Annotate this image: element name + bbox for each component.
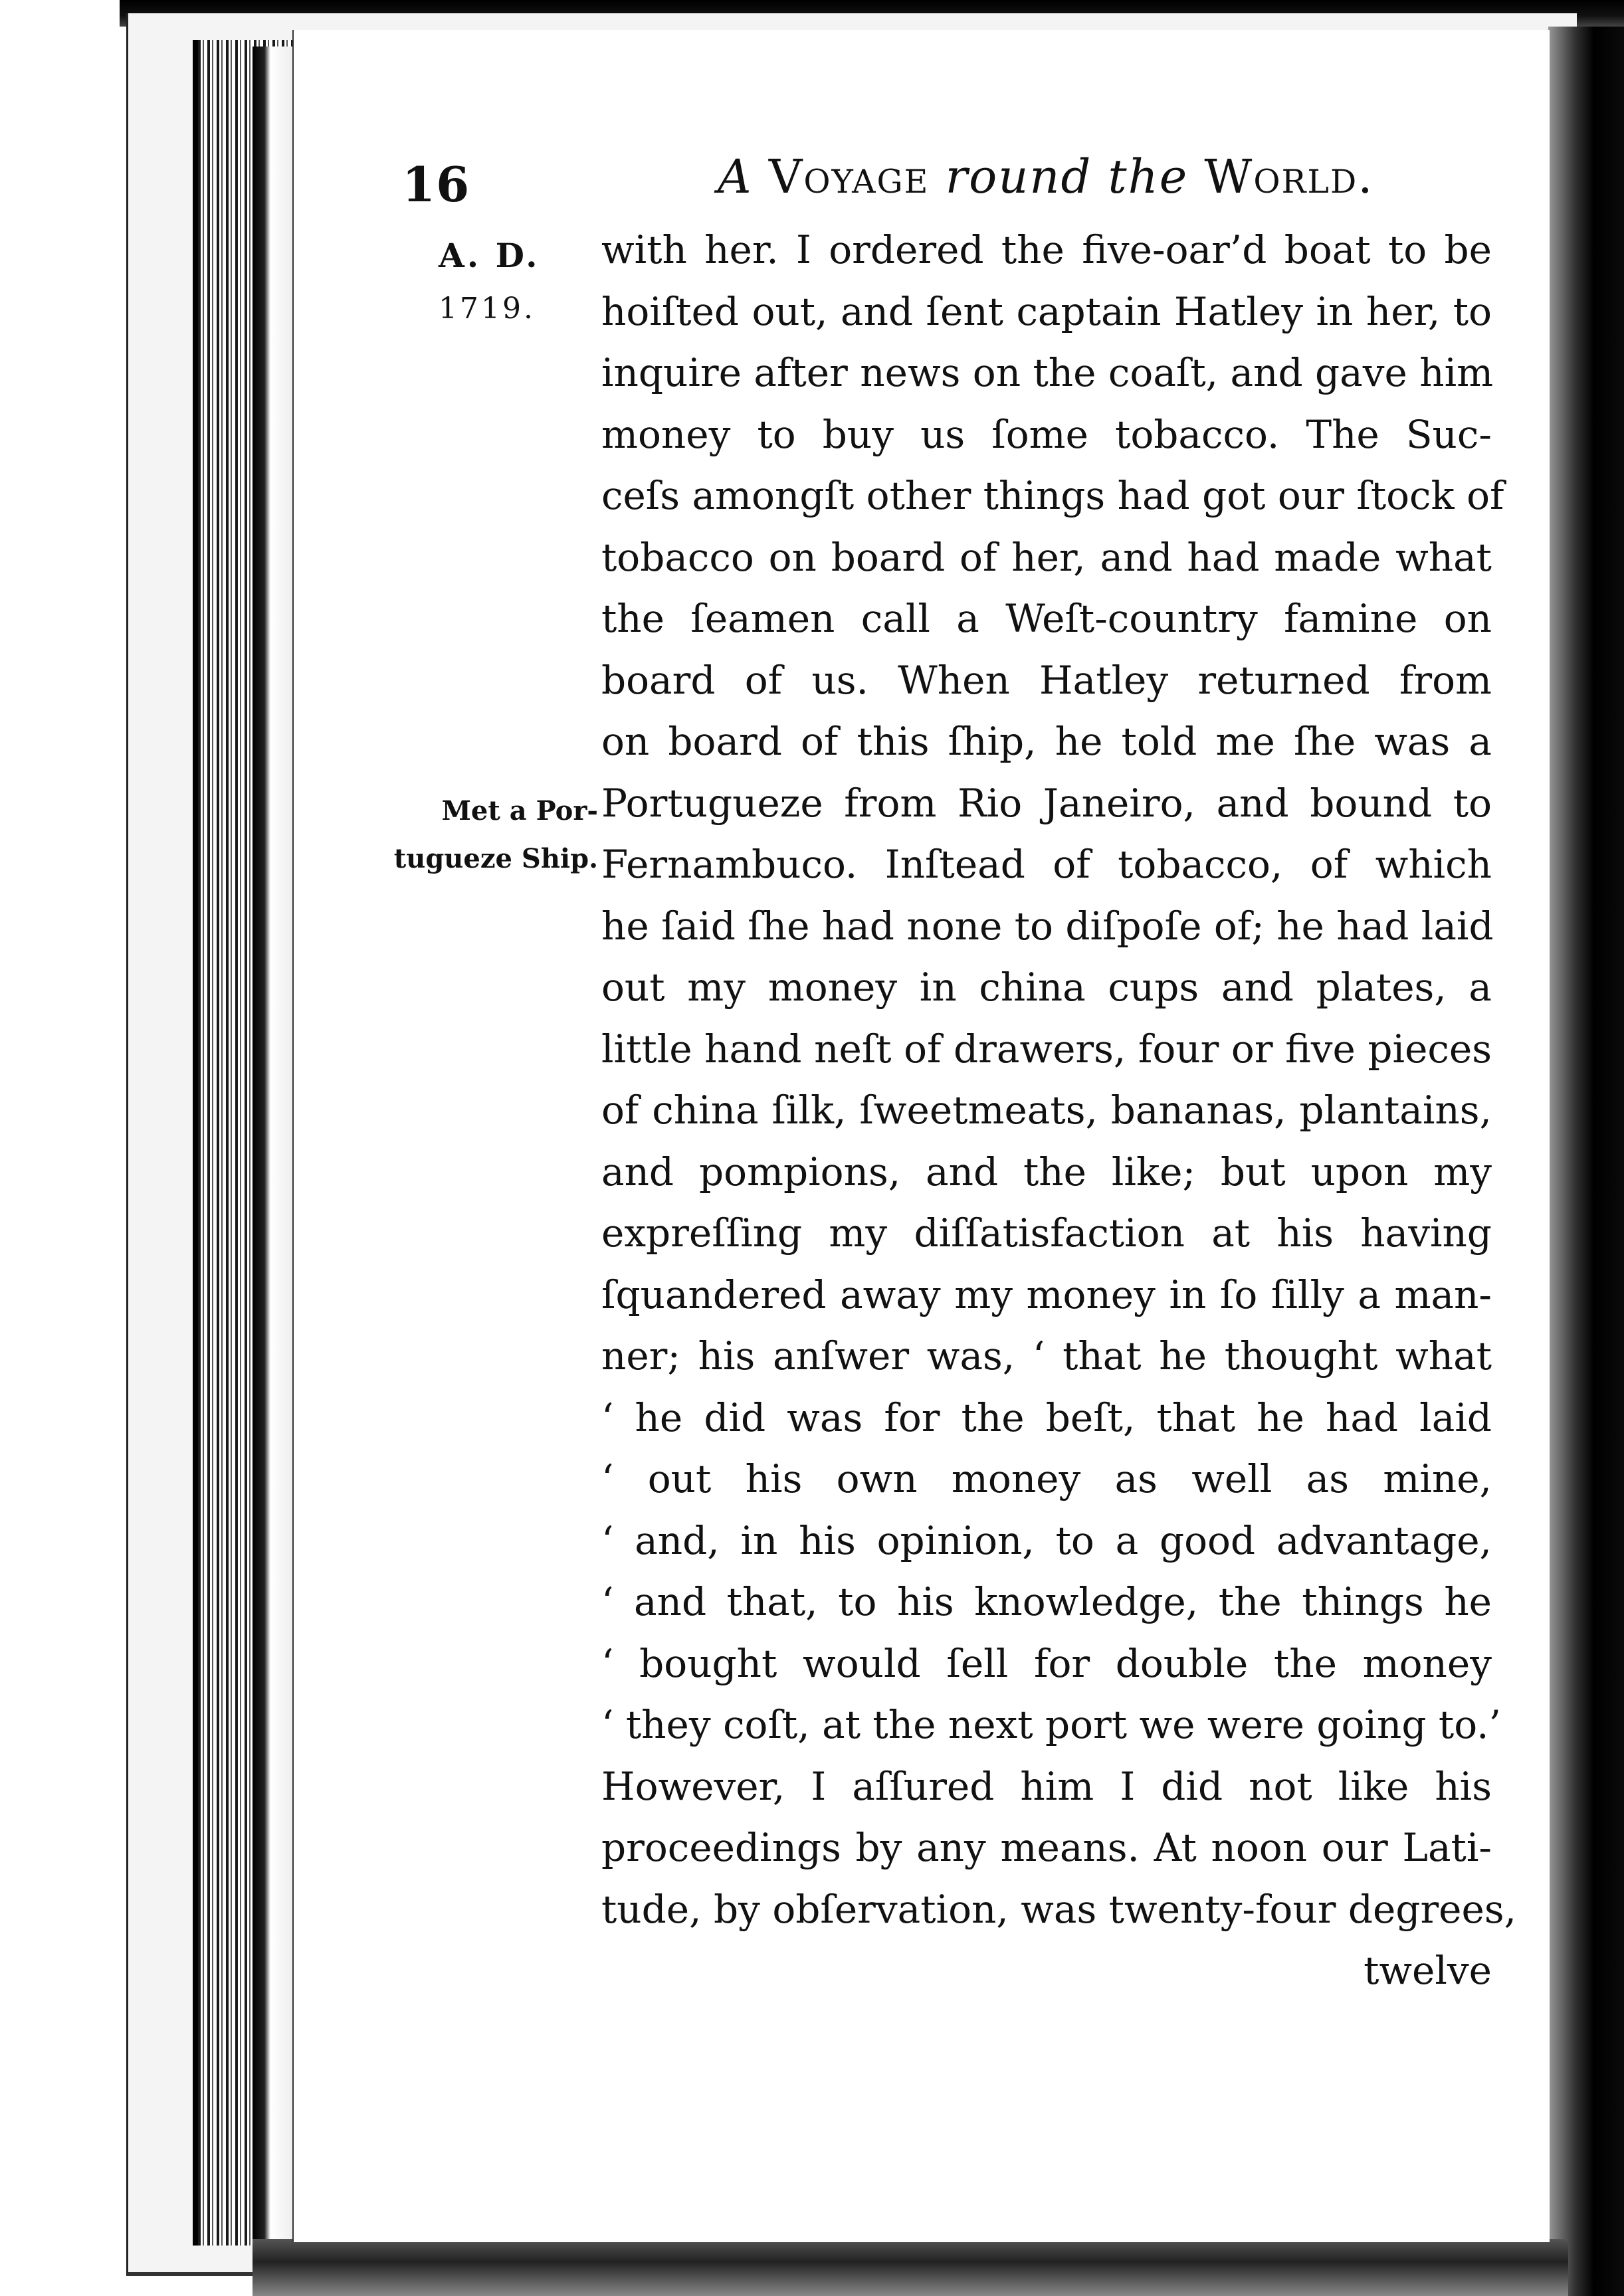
margin-sidenote xyxy=(392,787,598,883)
text-line: However, I aſſured him I did not like his xyxy=(601,1763,1492,1809)
text-line: board of us. When Hatley returned from xyxy=(601,657,1492,703)
text-line: ner; his anſwer was, ‘ that he thought what xyxy=(601,1333,1492,1379)
anno-domini: A. D. xyxy=(439,236,540,275)
text-line: with her. I ordered the five-oar’d boat to be xyxy=(601,227,1492,272)
text-line: Fernambuco. Inſtead of tobacco, of which xyxy=(601,842,1492,887)
running-title xyxy=(718,149,1374,204)
text-line: ‘ they coſt, at the next port we were going to.’ xyxy=(601,1702,1501,1747)
text-line: out my money in china cups and plates, a xyxy=(601,965,1492,1010)
running-title-world: World. xyxy=(1204,149,1374,204)
running-title-middle: round the xyxy=(945,149,1189,204)
text-line: he ſaid ſhe had none to diſpoſe of; he had laid xyxy=(601,903,1494,949)
text-line: inquire after news on the coaſt, and gave him xyxy=(601,350,1494,395)
page-number: 16 xyxy=(402,156,470,213)
text-line: ‘ bought would ſell for double the money xyxy=(601,1640,1492,1686)
catchword: twelve xyxy=(1364,1948,1492,1993)
text-line: Portugueze from Rio Janeiro, and bound to xyxy=(601,780,1492,826)
bottom-edge-shadow xyxy=(253,2239,1568,2296)
text-line: the ſeamen call a Weſt-country famine on xyxy=(601,596,1492,641)
text-line: on board of this ſhip, he told me ſhe was a xyxy=(601,719,1492,764)
text-line: ſquandered away my money in ſo ſilly a man- xyxy=(601,1272,1492,1317)
gutter-shadow xyxy=(253,47,292,2239)
text-line: ‘ and, in his opinion, to a good advantage, xyxy=(601,1517,1492,1563)
body-text xyxy=(601,219,1517,2002)
text-line: ‘ and that, to his knowledge, the things he xyxy=(601,1579,1492,1624)
text-line: tude, by obſervation, was twenty-four degrees, xyxy=(601,1886,1517,1932)
margin-date xyxy=(439,229,558,335)
sidenote-line: Met a Por- xyxy=(441,795,598,826)
text-line: ‘ he did was for the beſt, that he had laid xyxy=(601,1394,1492,1440)
text-line: proceedings by any means. At noon our Lati- xyxy=(601,1825,1492,1870)
running-title-article: A xyxy=(718,149,753,204)
text-line: little hand neſt of drawers, four or five pieces xyxy=(601,1026,1492,1072)
text-line: and pompions, and the like; but upon my xyxy=(601,1149,1492,1195)
text-line: of china ſilk, ſweetmeats, bananas, plantains, xyxy=(601,1088,1492,1133)
text-line: expreſſing my diſſatisfaction at his having xyxy=(601,1210,1492,1256)
text-line: tobacco on board of her, and had made what xyxy=(601,534,1492,580)
text-line: money to buy us ſome tobacco. The Suc- xyxy=(601,411,1492,457)
sidenote-line: tugueze Ship. xyxy=(393,843,598,874)
right-edge-shadow xyxy=(1548,27,1624,2296)
text-line: ‘ out his own money as well as mine, xyxy=(601,1456,1492,1501)
text-line: hoiſted out, and ſent captain Hatley in her, to xyxy=(601,288,1492,334)
text-line: ceſs amongſt other things had got our ſtock of xyxy=(601,473,1504,518)
margin-year: 1719. xyxy=(439,292,536,326)
running-title-voyage: Voyage xyxy=(768,149,930,204)
